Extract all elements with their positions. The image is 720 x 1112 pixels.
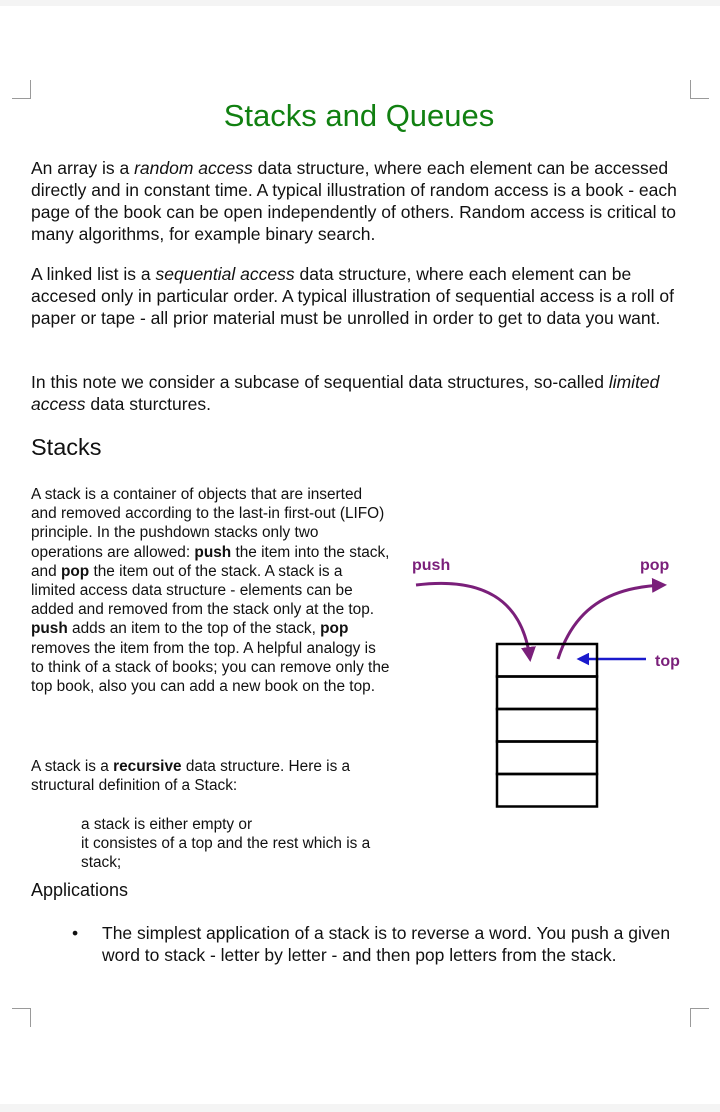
corner-mark-bottom-left — [12, 1008, 31, 1027]
stack-slots — [497, 644, 597, 807]
stack-slot — [497, 742, 597, 775]
stack-recursive-note: A stack is a recursive data structure. Here is a structural definition of a Stack: — [31, 758, 351, 795]
intro-paragraph-array: An array is a random access data structure, where each element can be accessed directly and in constant time. A typical illustration of random access is a book - each page of the book can be open independently of others. Random access is critical to many algorithms, for example binary search. — [31, 158, 677, 244]
page-title: Stacks and Queues — [223, 98, 495, 133]
corner-mark-top-right — [690, 80, 709, 99]
pop-label: pop — [640, 557, 670, 574]
corner-mark-top-left — [12, 80, 31, 99]
intro-paragraph-linked-list: A linked list is a sequential access data structure, where each element can be accesed only in particular order. A typical illustration of sequential access is a roll of paper or tape - all prior material must be unrolled in order to get to data you want. — [31, 264, 674, 328]
stack-description: A stack is a container of objects that are inserted and removed according to the last-in first-out (LIFO) principle. In the pushdown stacks only two operations are allowed: push the item into the stack, and pop the item out of the stack. A stack is a limited access data structure - elements can be added and removed from the stack only at the top. push adds an item to the top of the stack, pop removes the item from the top. A helpful analogy is to think of a stack of books; you can remove only the top book, also you can add a new book on the top. — [31, 486, 390, 696]
applications-heading: Applications — [31, 880, 129, 900]
intro-paragraph-limited-access: In this note we consider a subcase of sequential data structures, so-called limited access data sturctures. — [31, 372, 660, 414]
bullet-icon: • — [72, 923, 79, 943]
corner-mark-bottom-right — [690, 1008, 709, 1027]
stack-slot — [497, 709, 597, 742]
top-edge — [0, 0, 720, 6]
push-label: push — [412, 557, 451, 574]
pop-arrow — [558, 585, 664, 659]
stack-diagram — [400, 545, 700, 820]
definition-line: it consistes of a top and the rest which is a stack; — [81, 835, 371, 872]
stack-slot — [497, 677, 597, 710]
stacks-heading: Stacks — [31, 434, 102, 460]
top-label: top — [655, 653, 680, 670]
list-item-text: The simplest application of a stack is to reverse a word. You push a given word to stack - letter by letter - and then pop letters from the stack. — [102, 923, 671, 965]
stack-definition — [81, 815, 401, 873]
stack-slot — [497, 774, 597, 807]
push-arrow — [416, 583, 530, 659]
applications-list — [72, 922, 682, 966]
list-item — [72, 922, 682, 966]
bottom-edge — [0, 1104, 720, 1112]
definition-line: a stack is either empty or — [81, 816, 253, 833]
